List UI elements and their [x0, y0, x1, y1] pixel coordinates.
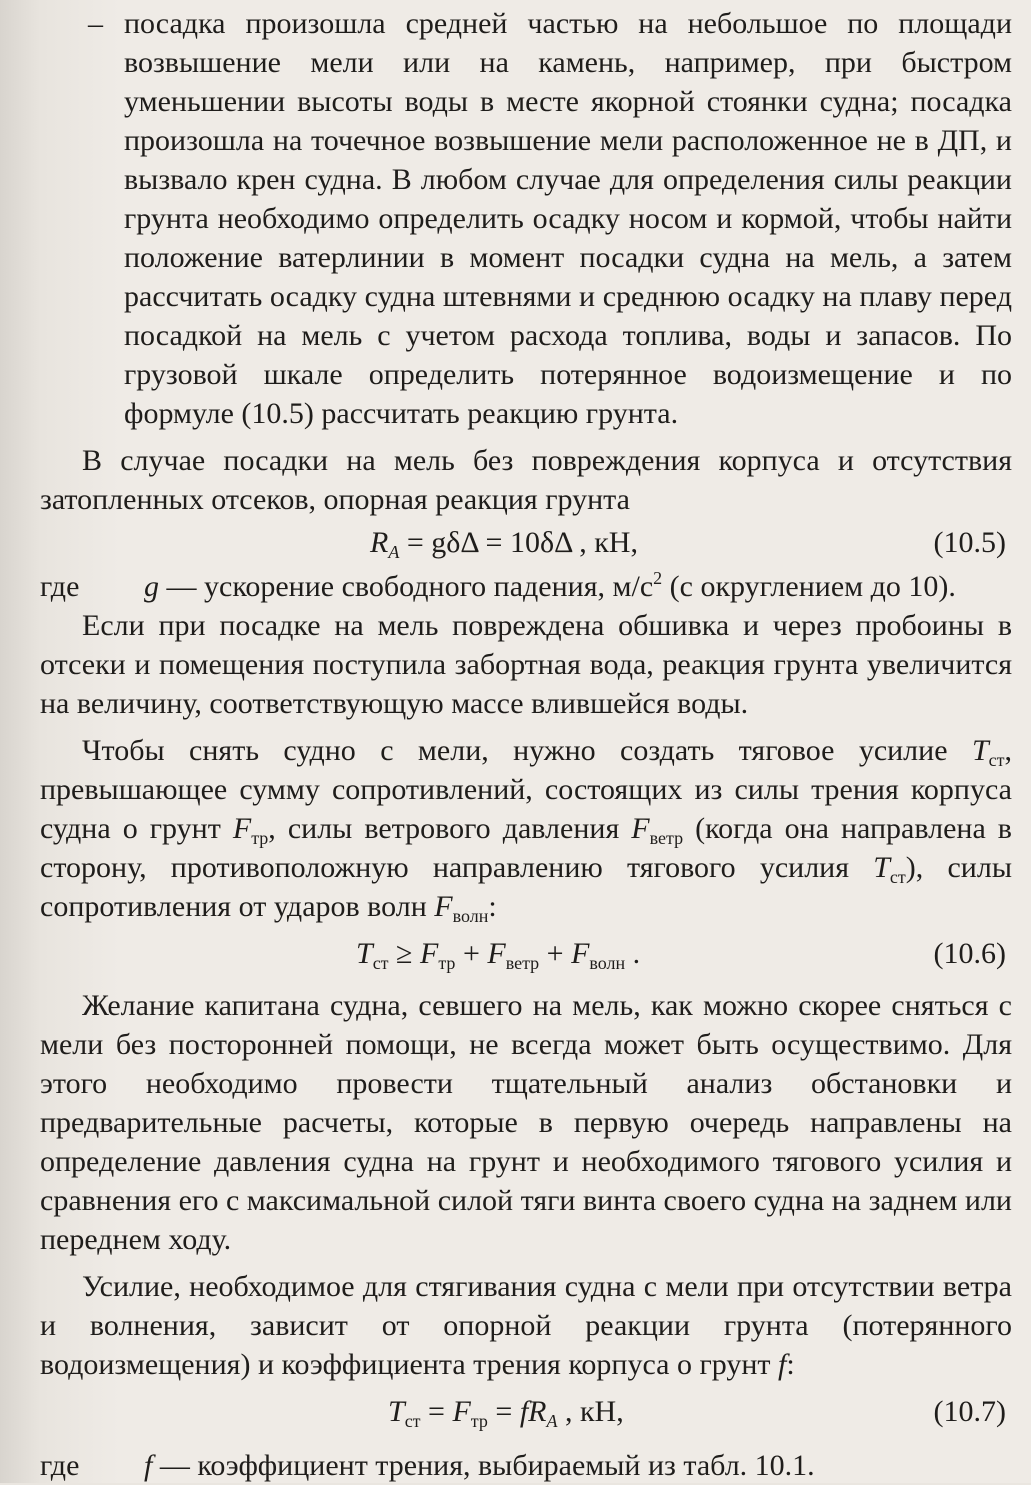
equation-10-7	[40, 1388, 1012, 1436]
where-g-word: где	[40, 570, 80, 603]
bullet-text: посадка произошла средней частью на небольшое по площади возвышение мели или на камень, например, при быстром уменьшении высоты воды в месте якорной стоянки судна; посадка произошла на точечное возвышение мели расположенное не в ДП, и вызвало крен судна. В любом случае для определения силы реакции грунта необходимо определить осадку носом и кормой, чтобы найти положение ватерлинии в момент посадки судна на мель, а затем рассчитать осадку судна штевнями и среднюю осадку на плаву перед посадкой на мель с учетом расхода топлива, воды и запасов. По грузовой шкале определить потерянное водоизмещение и по формуле (10.5) рассчитать реакцию грунта.	[124, 7, 1012, 430]
equation-10-5-formula: $R_A = g\delta\Delta = 10\delta\Delta$ , кН,	[370, 526, 638, 562]
where-f-word: где	[40, 1449, 80, 1482]
equation-10-5-number: (10.5)	[933, 526, 1006, 559]
where-f-definition: f — коэффициент трения, выбираемый из табл. 10.1.	[144, 1449, 815, 1482]
where-f	[40, 1446, 1012, 1485]
where-g-definition: g — ускорение свободного падения, $м/с^2$ (с округлением до 10).	[144, 568, 956, 603]
paragraph-2: Если при посадке на мель повреждена обшивка и через пробоины в отсеки и помещения поступила забортная вода, реакция грунта увеличится на величину, соответствующую массе влившейся воды.	[40, 609, 1012, 720]
equation-10-5	[40, 519, 1012, 567]
where-g	[40, 567, 1012, 606]
equation-10-7-number: (10.7)	[933, 1395, 1006, 1428]
bullet-dash: –	[88, 7, 103, 40]
bullet-item	[40, 4, 1012, 433]
paragraph-4: Желание капитана судна, севшего на мель, как можно скорее сняться с мели без посторонней помощи, не всегда может быть осуществимо. Для этого необходимо провести тщательный анализ обстановки и предварительные расчеты, которые в первую очередь направлены на определение давления судна на грунт и необходимого тягового усилия и сравнения его с максимальной силой тяги винта своего судна на заднем или переднем ходу.	[40, 989, 1012, 1256]
equation-10-6	[40, 930, 1012, 978]
page-text	[40, 4, 1012, 1485]
equation-10-7-formula: $T_{ст} = F_{тр} = fR_A$ , кН,	[388, 1395, 624, 1431]
equation-10-6-number: (10.6)	[933, 937, 1006, 970]
paragraph-3: Чтобы снять судно с мели, нужно создать тяговое усилие $T_{ст}$, превышающее сумму сопротивлений, состоящих из силы трения корпуса судна о грунт $F_{тр}$, силы ветрового давления $F_{ветр}$ (когда она направлена в сторону, противоположную направлению тягового усилия $T_{ст}$), силы сопротивления от ударов волн $F_{волн}$:	[40, 734, 1012, 926]
paragraph-5: Усилие, необходимое для стягивания судна с мели при отсутствии ветра и волнения, зависит от опорной реакции грунта (потерянного водоизмещения) и коэффициента трения корпуса о грунт f:	[40, 1270, 1012, 1381]
paragraph-1: В случае посадки на мель без повреждения корпуса и отсутствия затопленных отсеков, опорная реакция грунта	[40, 444, 1012, 516]
equation-10-6-formula: $T_{ст} \ge F_{тр} + F_{ветр} + F_{волн}$ .	[356, 937, 641, 973]
